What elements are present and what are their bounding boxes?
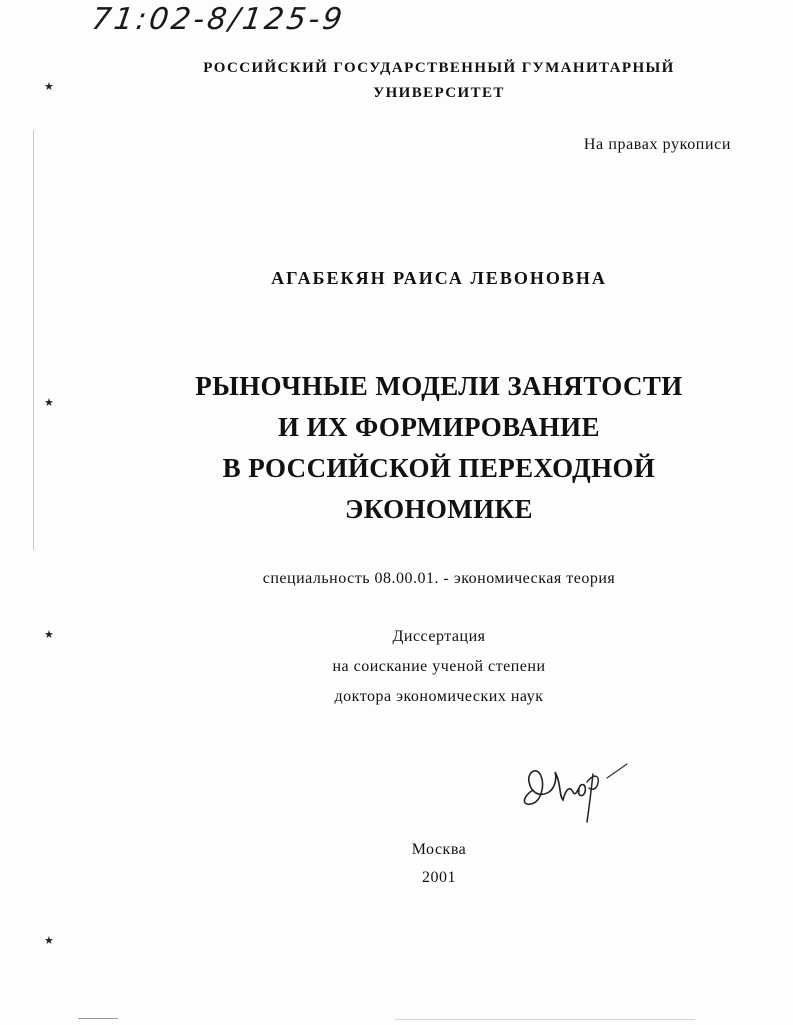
university-name-line2: УНИВЕРСИТЕТ xyxy=(373,85,505,101)
degree-line: на соискание ученой степени xyxy=(332,658,546,675)
year: 2001 xyxy=(422,869,456,886)
title-line: РЫНОЧНЫЕ МОДЕЛИ ЗАНЯТОСТИ xyxy=(195,371,683,401)
publication-place-year xyxy=(0,836,793,892)
title-line: И ИХ ФОРМИРОВАНИЕ xyxy=(278,412,600,442)
margin-mark: ★ xyxy=(44,396,54,409)
rights-notice: На правах рукописи xyxy=(583,136,731,153)
university-name-line1: РОССИЙСКИЙ ГОСУДАРСТВЕННЫЙ ГУМАНИТАРНЫЙ xyxy=(203,60,675,76)
title-line: В РОССИЙСКОЙ ПЕРЕХОДНОЙ xyxy=(222,453,656,483)
city: Москва xyxy=(411,841,467,858)
dissertation-title xyxy=(0,366,793,530)
archive-code: 71:02-8/125-9 xyxy=(89,2,348,37)
degree-line: доктора экономических наук xyxy=(334,688,544,705)
scan-edge-line xyxy=(78,1018,118,1019)
degree-line: Диссертация xyxy=(392,628,486,645)
margin-mark: ★ xyxy=(44,628,54,641)
specialty: специальность 08.00.01. - экономическая теория xyxy=(262,570,616,587)
margin-mark: ★ xyxy=(44,80,54,93)
scan-edge-line xyxy=(395,1019,695,1020)
signature xyxy=(515,752,645,832)
author-name: АГАБЕКЯН РАИСА ЛЕВОНОВНА xyxy=(271,268,607,288)
title-line: ЭКОНОМИКЕ xyxy=(345,494,533,524)
dissertation-degree xyxy=(0,622,793,712)
margin-mark: ★ xyxy=(44,934,54,947)
